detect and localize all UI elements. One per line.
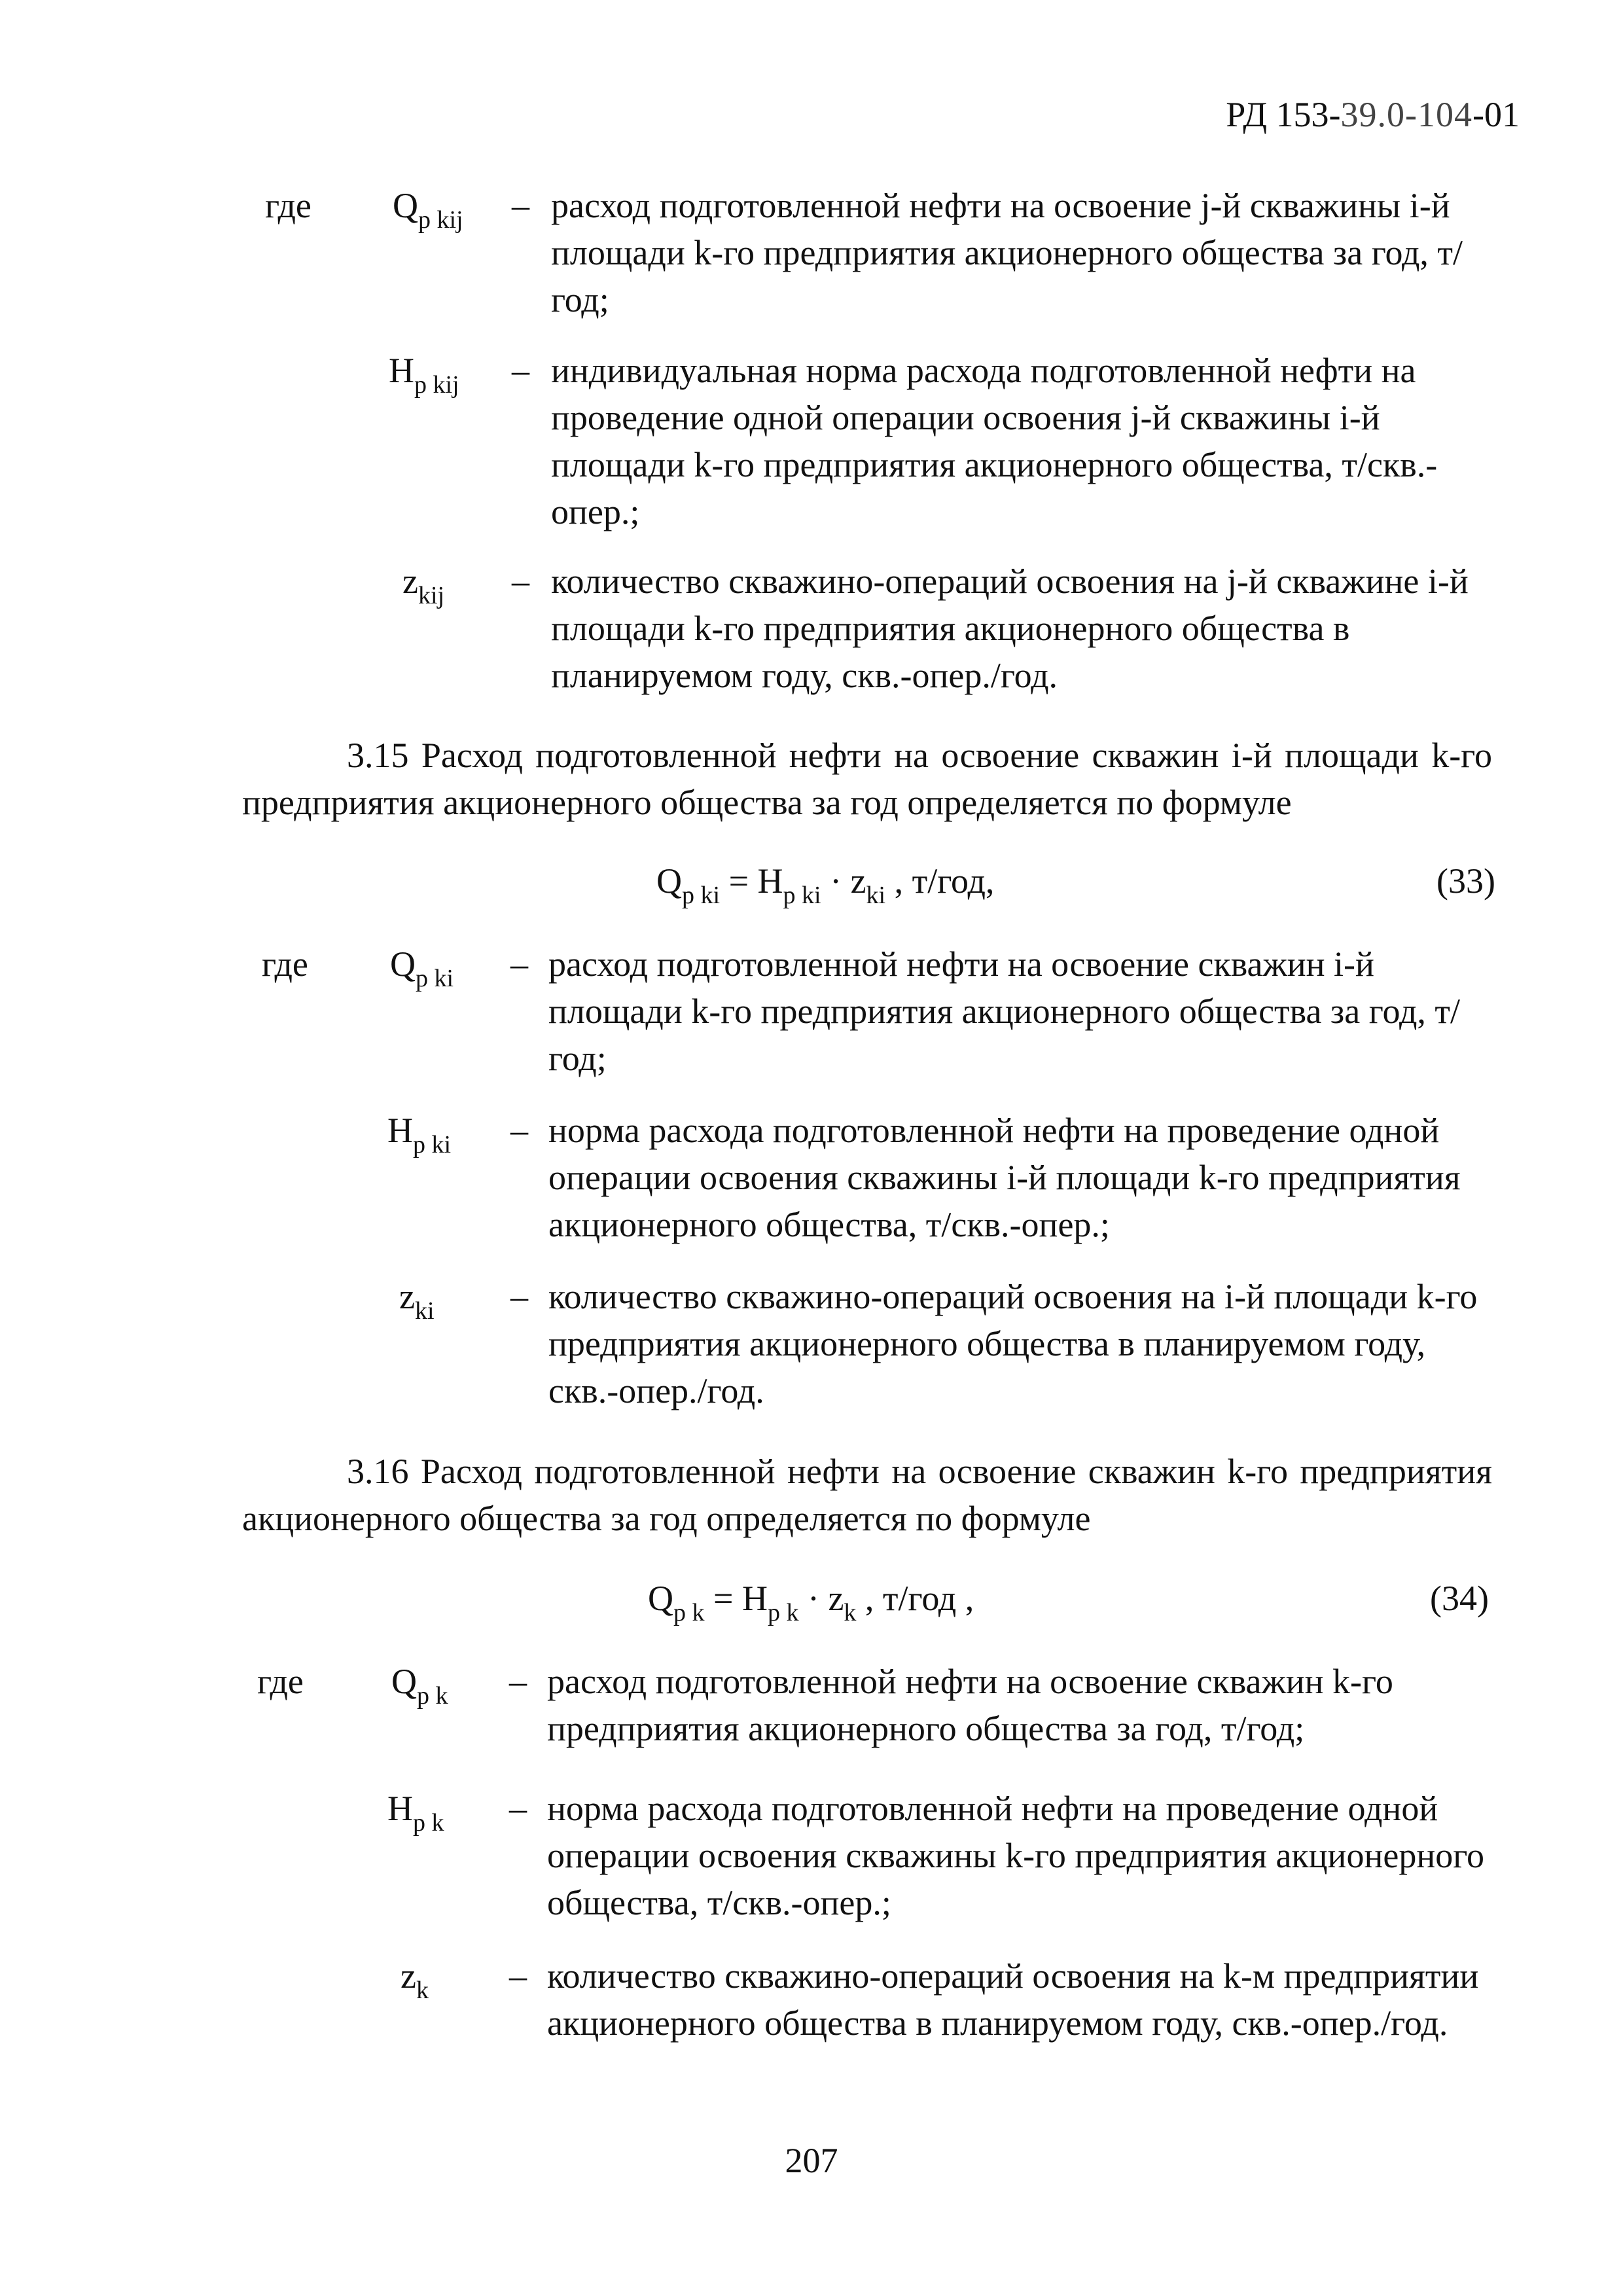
formula-number: (34): [1430, 1579, 1489, 1618]
paragraph-3-15: 3.15 Расход подготовленной нефти на освоение скважин i-й площади k-го предприятия акционерного общества за год определяется по формуле: [242, 736, 1492, 822]
symbol-h-p-ki: $Н_{р ki}$: [387, 1111, 452, 1158]
document-code-suffix: -01: [1472, 95, 1520, 134]
definition-text: расход подготовленной нефти на освоение j-й скважины i-й площади k-го предприятия акционерного общества за год, т/год;: [551, 186, 1463, 319]
definition-dash: –: [512, 351, 529, 390]
symbol-z-ki: $z_{ki}$: [399, 1277, 435, 1325]
formula-number: (33): [1436, 861, 1495, 901]
definition-text: количество скважино-операций освоения на i-й площади k-го предприятия акционерного общества в планируемом году, скв.-опер./год.: [548, 1277, 1478, 1410]
page-number: 207: [785, 2141, 838, 2180]
symbol-q-p-k: $Q_{р k}$: [391, 1662, 448, 1710]
symbol-z-k: $z_k$: [401, 1956, 429, 2004]
definition-text: расход подготовленной нефти на освоение скважин k-го предприятия акционерного общества за год, т/год;: [547, 1662, 1393, 1748]
symbol-z-kij: $z_{kij}$: [402, 562, 445, 609]
paragraph-3-16: 3.16 Расход подготовленной нефти на освоение скважин k-го предприятия акционерного общества за год определяется по формуле: [242, 1452, 1492, 1538]
document-code-smudged: 39.0-104: [1340, 95, 1473, 134]
definition-dash: –: [512, 186, 529, 225]
definition-dash: –: [509, 1956, 527, 1996]
definition-text: расход подготовленной нефти на освоение скважин i-й площади k-го предприятия акционерного общества за год, т/год;: [548, 944, 1461, 1078]
symbol-q-p-ki: $Q_{р ki}$: [390, 944, 454, 992]
definition-text: индивидуальная норма расхода подготовленной нефти на проведение одной операции освоения j-й скважины i-й площади k-го предприятия акционерного общества, т/скв.-опер.;: [551, 351, 1438, 531]
document-code: [1226, 92, 1520, 137]
where-label: где: [265, 186, 312, 225]
where-label: где: [257, 1662, 304, 1701]
where-label: где: [262, 944, 308, 984]
symbol-q-p-kij: $Q_{р kij}$: [393, 186, 463, 234]
symbol-h-p-k: $Н_{р k}$: [387, 1789, 444, 1837]
definition-dash: –: [509, 1789, 527, 1828]
symbol-h-p-kij: $Н_{р kij}$: [389, 351, 459, 399]
definition-text: количество скважино-операций освоения на j-й скважине i-й площади k-го предприятия акционерного общества в планируемом году, скв.-опер./год.: [551, 562, 1469, 695]
definition-dash: –: [509, 1662, 527, 1701]
formula-34-body: $Q_{р k} = Н_{р k} \cdot z_k$ , т/год ,: [648, 1579, 974, 1626]
document-code-prefix: РД 153-: [1226, 95, 1341, 134]
formula-33: [0, 857, 1623, 910]
formula-34: [0, 1575, 1623, 1627]
definition-dash: –: [510, 1111, 528, 1150]
definition-dash: –: [510, 944, 528, 984]
definition-text: количество скважино-операций освоения на k-м предприятии акционерного общества в планируемом году, скв.-опер./год.: [547, 1956, 1479, 2043]
definition-dash: –: [510, 1277, 528, 1316]
definition-dash: –: [512, 562, 529, 601]
definition-text: норма расхода подготовленной нефти на проведение одной операции освоения скважины i-й площади k-го предприятия акционерного общества, т/скв.-опер.;: [548, 1111, 1461, 1244]
formula-33-body: $Q_{р ki} = Н_{р ki} \cdot z_{ki}$ , т/год,: [656, 861, 995, 909]
definition-text: норма расхода подготовленной нефти на проведение одной операции освоения скважины k-го предприятия акционерного общества, т/скв.-опер.;: [547, 1789, 1485, 1922]
